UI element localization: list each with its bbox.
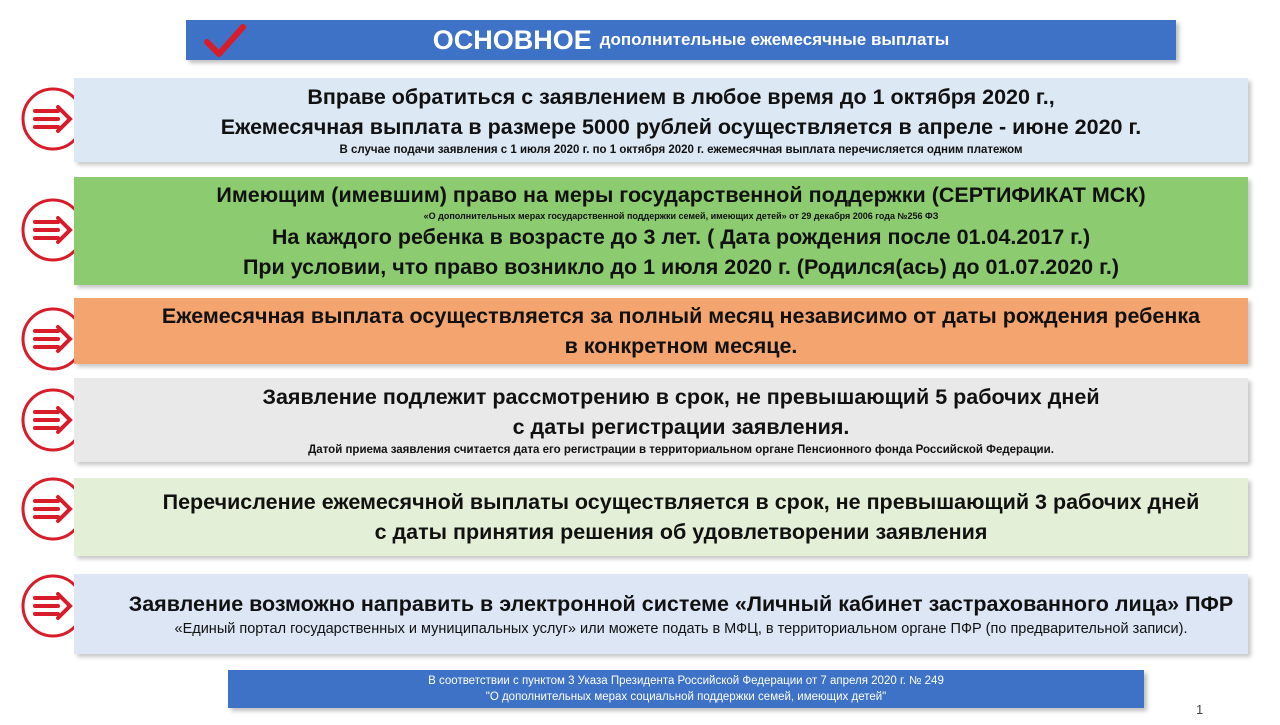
- panel-line: в конкретном месяце.: [564, 334, 798, 358]
- panel-line: Заявление подлежит рассмотрению в срок, не превышающий 5 рабочих дней: [262, 385, 1100, 409]
- header-title: [186, 20, 1176, 60]
- panel-line: Перечисление ежемесячной выплаты осуществляется в срок, не превышающий 3 рабочих дней: [162, 490, 1200, 514]
- panel-line: Заявление возможно направить в электронной системе «Личный кабинет застрахованного лица» ПФР: [128, 592, 1234, 616]
- panel-law-reference: «О дополнительных мерах государственной поддержки семей, имеющих детей» от 29 декабря 2006 года №256 ФЗ: [423, 211, 939, 221]
- panel-line: Вправе обратиться с заявлением в любое время до 1 октября 2020 г.,: [307, 85, 1055, 109]
- panel-full-month: [74, 298, 1248, 364]
- footer-banner: [228, 670, 1144, 708]
- panel-note: Датой приема заявления считается дата его регистрации в территориальном органе Пенсионного фонда Российской Федерации.: [308, 444, 1054, 456]
- panel-line: с даты принятия решения об удовлетворении заявления: [374, 520, 988, 544]
- page-number: 1: [1196, 702, 1204, 717]
- panel-transfer-period: [74, 478, 1248, 556]
- panel-line: Ежемесячная выплата в размере 5000 рублей осуществляется в апреле - июне 2020 г.: [220, 115, 1142, 139]
- panel-line: При условии, что право возникло до 1 июля 2020 г. (Родился(ась) до 01.07.2020 г.): [242, 255, 1120, 279]
- panel-line: с даты регистрации заявления.: [512, 415, 850, 439]
- panel-eligibility: [74, 177, 1248, 285]
- header-title-sub: дополнительные ежемесячные выплаты: [599, 30, 950, 49]
- header-title-main: ОСНОВНОЕ: [432, 24, 592, 55]
- panel-note: В случае подачи заявления с 1 июля 2020 г. по 1 октября 2020 г. ежемесячная выплата перечисляется одним платежом: [339, 144, 1023, 156]
- panel-submission-channels: [74, 574, 1248, 654]
- footer-line: В соответствии с пунктом 3 Указа Президента Российской Федерации от 7 апреля 2020 г. № 249: [428, 675, 944, 687]
- footer-line: "О дополнительных мерах социальной поддержки семей, имеющих детей": [485, 691, 887, 703]
- panel-review-period: [74, 378, 1248, 462]
- panel-application-deadline: [74, 78, 1248, 162]
- header-banner: [186, 20, 1176, 60]
- panel-line: Ежемесячная выплата осуществляется за полный месяц независимо от даты рождения ребенка: [161, 304, 1201, 328]
- panel-note: «Единый портал государственных и муниципальных услуг» или можете подать в МФЦ, в территориальном органе ПФР (по предварительной записи).: [174, 621, 1188, 637]
- panel-line: Имеющим (имевшим) право на меры государственной поддержки (СЕРТИФИКАТ МСК): [216, 183, 1146, 207]
- panel-line: На каждого ребенка в возрасте до 3 лет. ( Дата рождения после 01.04.2017 г.): [271, 225, 1091, 249]
